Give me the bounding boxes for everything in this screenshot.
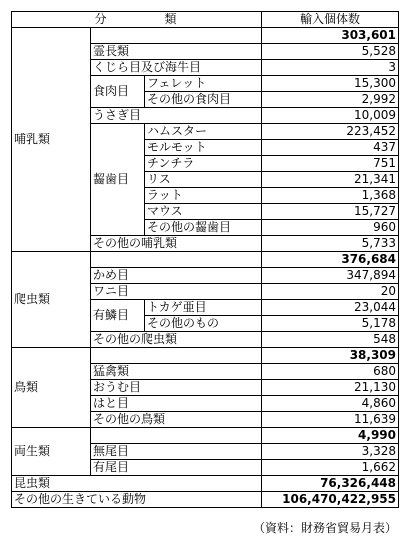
row-value: 20	[262, 284, 399, 300]
row-label: うさぎ目	[91, 108, 262, 124]
table-row	[12, 28, 399, 44]
row-label: リス	[145, 172, 262, 188]
row-value: 223,452	[262, 124, 399, 140]
row-value: 3,328	[262, 444, 399, 460]
subcategory-rodentia: 齧歯目	[91, 124, 145, 236]
row-value: 751	[262, 156, 399, 172]
category-birds: 鳥類	[12, 348, 91, 428]
row-value: 5,528	[262, 44, 399, 60]
row-value: 3	[262, 60, 399, 76]
row-value: 23,044	[262, 300, 399, 316]
row-value: 5,178	[262, 316, 399, 332]
import-statistics-table	[11, 11, 399, 508]
table-row	[12, 428, 399, 444]
row-value: 1,662	[262, 460, 399, 476]
source-footnote: （資料：財務省貿易月表）	[252, 521, 397, 535]
category-mammals: 哺乳類	[12, 28, 91, 252]
row-value: 5,733	[262, 236, 399, 252]
row-label: トカゲ亜目	[145, 300, 262, 316]
row-label: ハムスター	[145, 124, 262, 140]
table-row	[12, 252, 399, 268]
row-value: 680	[262, 364, 399, 380]
subcategory-carnivora: 食肉目	[91, 76, 145, 108]
row-label: その他の爬虫類	[91, 332, 262, 348]
category-amphibians: 両生類	[12, 428, 91, 476]
table-row	[12, 492, 399, 508]
row-label: おうむ目	[91, 380, 262, 396]
row-value: 11,639	[262, 412, 399, 428]
category-insects: 昆虫類	[12, 476, 262, 492]
row-value: 10,009	[262, 108, 399, 124]
amphibian-total: 4,990	[262, 428, 399, 444]
row-label: 無尾目	[91, 444, 262, 460]
row-value: 1,368	[262, 188, 399, 204]
table-row	[12, 348, 399, 364]
table-header-row	[12, 12, 399, 28]
header-import-count: 輸入個体数	[262, 12, 399, 28]
row-label: その他の齧歯目	[145, 220, 262, 236]
category-other-living: その他の生きている動物	[12, 492, 262, 508]
row-label: その他の哺乳類	[91, 236, 262, 252]
row-value: 437	[262, 140, 399, 156]
row-label: その他の食肉目	[145, 92, 262, 108]
row-label: 霊長類	[91, 44, 262, 60]
row-value: 2,992	[262, 92, 399, 108]
row-label: チンチラ	[145, 156, 262, 172]
row-label: ラット	[145, 188, 262, 204]
subcategory-squamata: 有鱗目	[91, 300, 145, 332]
row-value: 347,894	[262, 268, 399, 284]
row-value: 4,860	[262, 396, 399, 412]
row-value: 21,130	[262, 380, 399, 396]
header-category: 分 類	[12, 12, 262, 28]
row-label: その他のもの	[145, 316, 262, 332]
row-value: 15,727	[262, 204, 399, 220]
row-label: くじら目及び海牛目	[91, 60, 262, 76]
row-label: モルモット	[145, 140, 262, 156]
row-label: マウス	[145, 204, 262, 220]
reptile-total: 376,684	[262, 252, 399, 268]
row-label: ワニ目	[91, 284, 262, 300]
row-label: はと目	[91, 396, 262, 412]
row-label: 猛禽類	[91, 364, 262, 380]
insect-total: 76,326,448	[262, 476, 399, 492]
table-row	[12, 476, 399, 492]
other-living-total: 106,470,422,955	[262, 492, 399, 508]
mammal-total: 303,601	[262, 28, 399, 44]
row-label: フェレット	[145, 76, 262, 92]
row-value: 21,341	[262, 172, 399, 188]
category-reptiles: 爬虫類	[12, 252, 91, 348]
bird-total: 38,309	[262, 348, 399, 364]
row-value: 960	[262, 220, 399, 236]
row-label: その他の鳥類	[91, 412, 262, 428]
row-value: 548	[262, 332, 399, 348]
row-label: 有尾目	[91, 460, 262, 476]
row-label: かめ目	[91, 268, 262, 284]
row-value: 15,300	[262, 76, 399, 92]
